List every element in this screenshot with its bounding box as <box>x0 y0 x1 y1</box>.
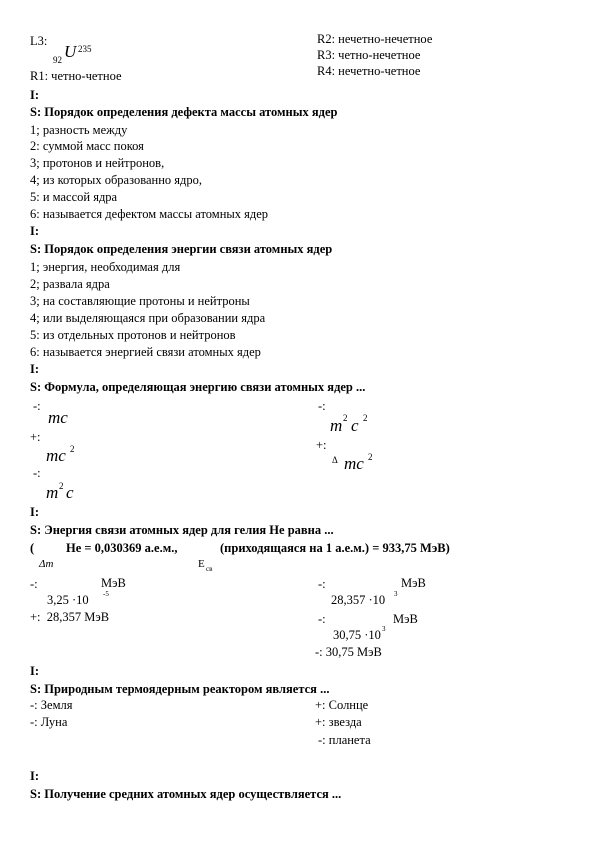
label-r1: R1: четно-четное <box>30 69 122 83</box>
q2-item: 3; на составляющие протоны и нейтроны <box>30 294 250 308</box>
q5-option: -: Луна <box>30 715 68 729</box>
q4-e-symbol: E <box>198 558 205 570</box>
q4-b-value: 28,357 МэВ <box>46 610 110 624</box>
q4-e-mark: -: <box>315 645 323 659</box>
q1-item: 1; разность между <box>30 123 128 137</box>
q4-open-paren: ( <box>30 541 35 555</box>
q2-item: 4; или выделяющаяся при образовании ядра <box>30 311 266 325</box>
label-l3: L3: <box>30 34 48 48</box>
q3-opt3-exp: 2 <box>59 481 64 491</box>
q4-c-value: 28,357 ·10 <box>331 593 386 607</box>
q4-b-mark: +: <box>30 610 41 624</box>
q1-item: 3; протонов и нейтронов, <box>30 156 165 170</box>
q1-marker: I: <box>30 88 40 102</box>
q3-title: S: Формула, определяющая энергию связи атомных ядер ... <box>30 380 366 394</box>
isotope-a: 235 <box>78 44 92 54</box>
q4-a-unit: МэВ <box>101 576 126 590</box>
q1-item: 5: и массой ядра <box>30 190 118 204</box>
q3-opt4-m: m <box>330 416 343 435</box>
q4-a-exp: -5 <box>103 590 109 598</box>
q5-option: +: звезда <box>315 715 362 729</box>
q3-opt1-formula: mc <box>48 408 68 427</box>
q3-opt2-formula: mc <box>46 446 66 465</box>
q6-title: S: Получение средних атомных ядер осуществляется ... <box>30 787 342 801</box>
q3-marker: I: <box>30 362 40 376</box>
q4-delta-m: Δm <box>39 558 54 570</box>
q4-e-value: 30,75 МэВ <box>325 645 382 659</box>
q3-opt4-c: c <box>351 416 359 435</box>
q1-item: 4; из которых образованно ядро, <box>30 173 202 187</box>
isotope-z: 92 <box>53 55 62 65</box>
q5-marker: I: <box>30 664 40 678</box>
q3-opt3-c: c <box>66 483 74 502</box>
q4-d-exp: 3 <box>382 625 386 633</box>
q5-option: -: Земля <box>30 698 73 712</box>
q4-d-value: 30,75 ·10 <box>333 628 381 642</box>
q3-opt2-exp: 2 <box>70 444 75 454</box>
q4-e-sub: св <box>206 565 213 573</box>
q4-b <box>30 610 109 625</box>
q4-c-mark: -: <box>318 577 326 591</box>
q2-item: 5: из отдельных протонов и нейтронов <box>30 328 236 342</box>
q6-marker: I: <box>30 769 40 783</box>
q3-opt4-mark: -: <box>318 399 326 413</box>
q4-marker: I: <box>30 505 40 519</box>
q2-item: 1; энергия, необходимая для <box>30 260 181 274</box>
q4-a-mark: -: <box>30 577 38 591</box>
isotope-symbol: U <box>64 42 77 61</box>
q3-opt2-mark: +: <box>30 430 41 444</box>
q4-d-mark: -: <box>318 612 326 626</box>
label-r3: R3: четно-нечетное <box>317 48 421 62</box>
q2-item: 2; развала ядра <box>30 277 110 291</box>
q4-c-unit: МэВ <box>401 576 426 590</box>
q5-option: +: Солнце <box>315 698 369 712</box>
q4-a-value: 3,25 ·10 <box>47 593 89 607</box>
q5-title: S: Природным термоядерным реактором является ... <box>30 682 330 696</box>
q4-he-value: Не = 0,030369 а.е.м., <box>66 541 178 555</box>
q4-title: S: Энергия связи атомных ядер для гелия Не равна ... <box>30 523 334 537</box>
q3-opt1-mark: -: <box>33 399 41 413</box>
q3-opt5-exp: 2 <box>368 452 373 462</box>
q1-item: 6: называется дефектом массы атомных ядер <box>30 207 269 221</box>
q2-item: 6: называется энергией связи атомных ядер <box>30 345 261 359</box>
q4-per-amu: (приходящаяся на 1 а.е.м.) = 933,75 МэВ) <box>220 541 450 555</box>
q1-title: S: Порядок определения дефекта массы атомных ядер <box>30 105 338 119</box>
q3-opt4-exp2: 2 <box>363 413 368 423</box>
q2-title: S: Порядок определения энергии связи атомных ядер <box>30 242 333 256</box>
q3-opt3-m: m <box>46 483 59 502</box>
q3-opt3-mark: -: <box>33 466 41 480</box>
q3-opt5-delta: Δ <box>332 455 338 465</box>
q3-opt4-exp1: 2 <box>343 413 348 423</box>
label-r2: R2: нечетно-нечетное <box>317 32 433 46</box>
q3-opt5-formula: mc <box>344 454 364 473</box>
q4-e <box>315 645 382 660</box>
q4-d-unit: МэВ <box>393 612 418 626</box>
q4-c-exp: 3 <box>394 590 398 598</box>
q5-option: -: планета <box>318 733 371 747</box>
label-r4: R4: нечетно-четное <box>317 64 421 78</box>
q3-opt5-mark: +: <box>316 438 327 452</box>
q1-item: 2: суммой масс покоя <box>30 139 144 153</box>
q2-marker: I: <box>30 224 40 238</box>
